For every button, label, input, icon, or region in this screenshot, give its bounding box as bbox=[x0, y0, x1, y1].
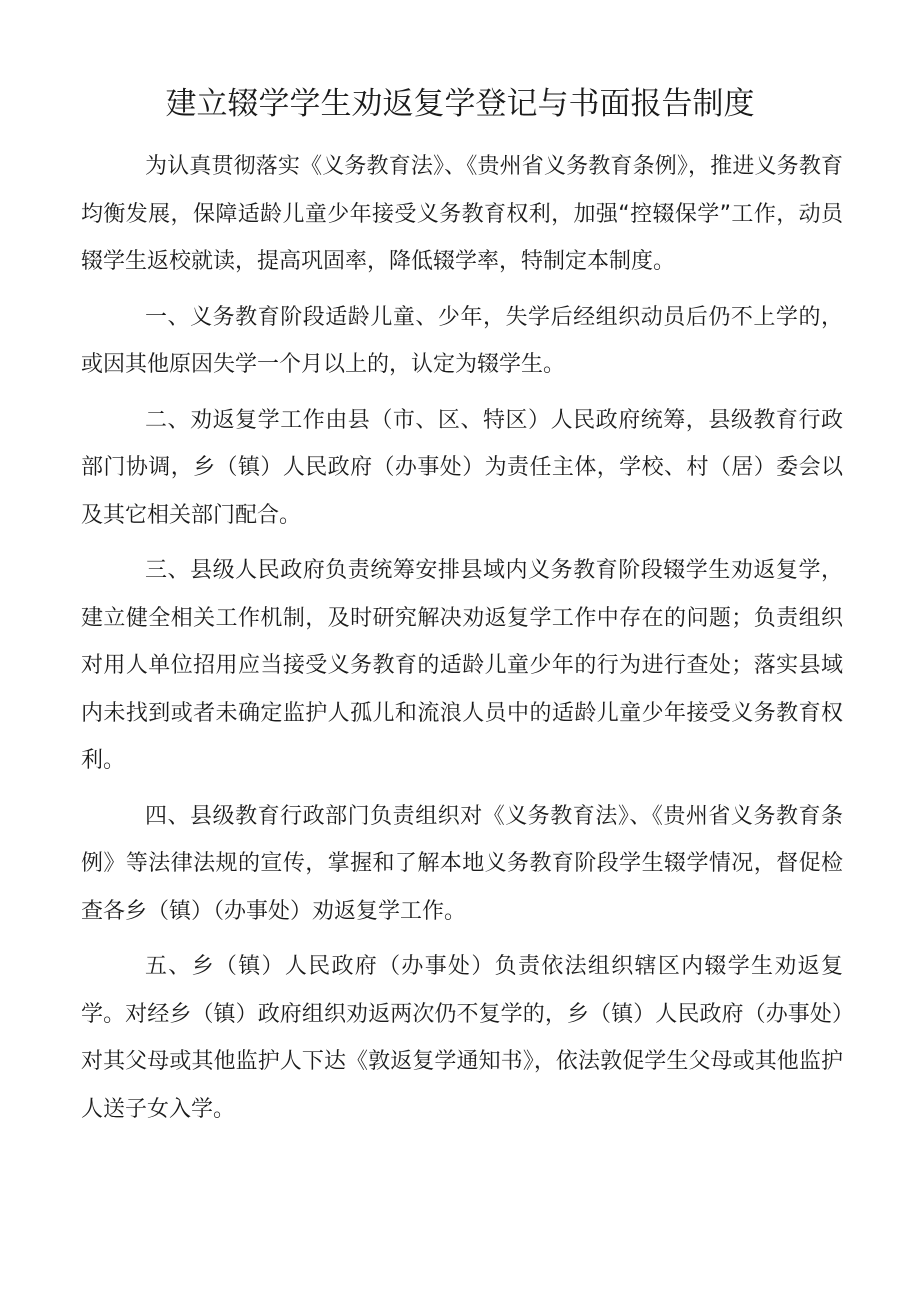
document-title: 建立辍学学生劝返复学登记与书面报告制度 bbox=[165, 86, 755, 122]
paragraph-article-2: 二、劝返复学工作由县（市、区、特区）人民政府统筹，县级教育行政部门协调，乡（镇）人民政府（办事处）为责任主体，学校、村（居）委会以及其它相关部门配合。 bbox=[81, 407, 843, 528]
paragraph-intro: 为认真贯彻落实《义务教育法》、《贵州省义务教育条例》，推进义务教育均衡发展，保障适龄儿童少年接受义务教育权利，加强“控辍保学”工作，动员辍学生返校就读，提高巩固率，降低辍学率，特制定本制度。 bbox=[81, 154, 843, 274]
paragraph-article-4: 四、县级教育行政部门负责组织对《义务教育法》、《贵州省义务教育条例》等法律法规的宣传，掌握和了解本地义务教育阶段学生辍学情况，督促检查各乡（镇）（办事处）劝返复学工作。 bbox=[81, 803, 843, 924]
paragraph-article-1: 一、义务教育阶段适龄儿童、少年，失学后经组织动员后仍不上学的，或因其他原因失学一个月以上的，认定为辍学生。 bbox=[81, 304, 843, 377]
document-body bbox=[81, 143, 843, 1141]
paragraph-article-3: 三、县级人民政府负责统筹安排县域内义务教育阶段辍学生劝返复学，建立健全相关工作机制，及时研究解决劝返复学工作中存在的问题；负责组织对用人单位招用应当接受义务教育的适龄儿童少年的行为进行查处；落实县域内未找到或者未确定监护人孤儿和流浪人员中的适龄儿童少年接受义务教育权利。 bbox=[81, 558, 843, 773]
paragraph-article-5: 五、乡（镇）人民政府（办事处）负责依法组织辖区内辍学生劝返复学。对经乡（镇）政府组织劝返两次仍不复学的，乡（镇）人民政府（办事处）对其父母或其他监护人下达《敦返复学通知书》，依法敦促学生父母或其他监护人送子女入学。 bbox=[81, 954, 843, 1122]
